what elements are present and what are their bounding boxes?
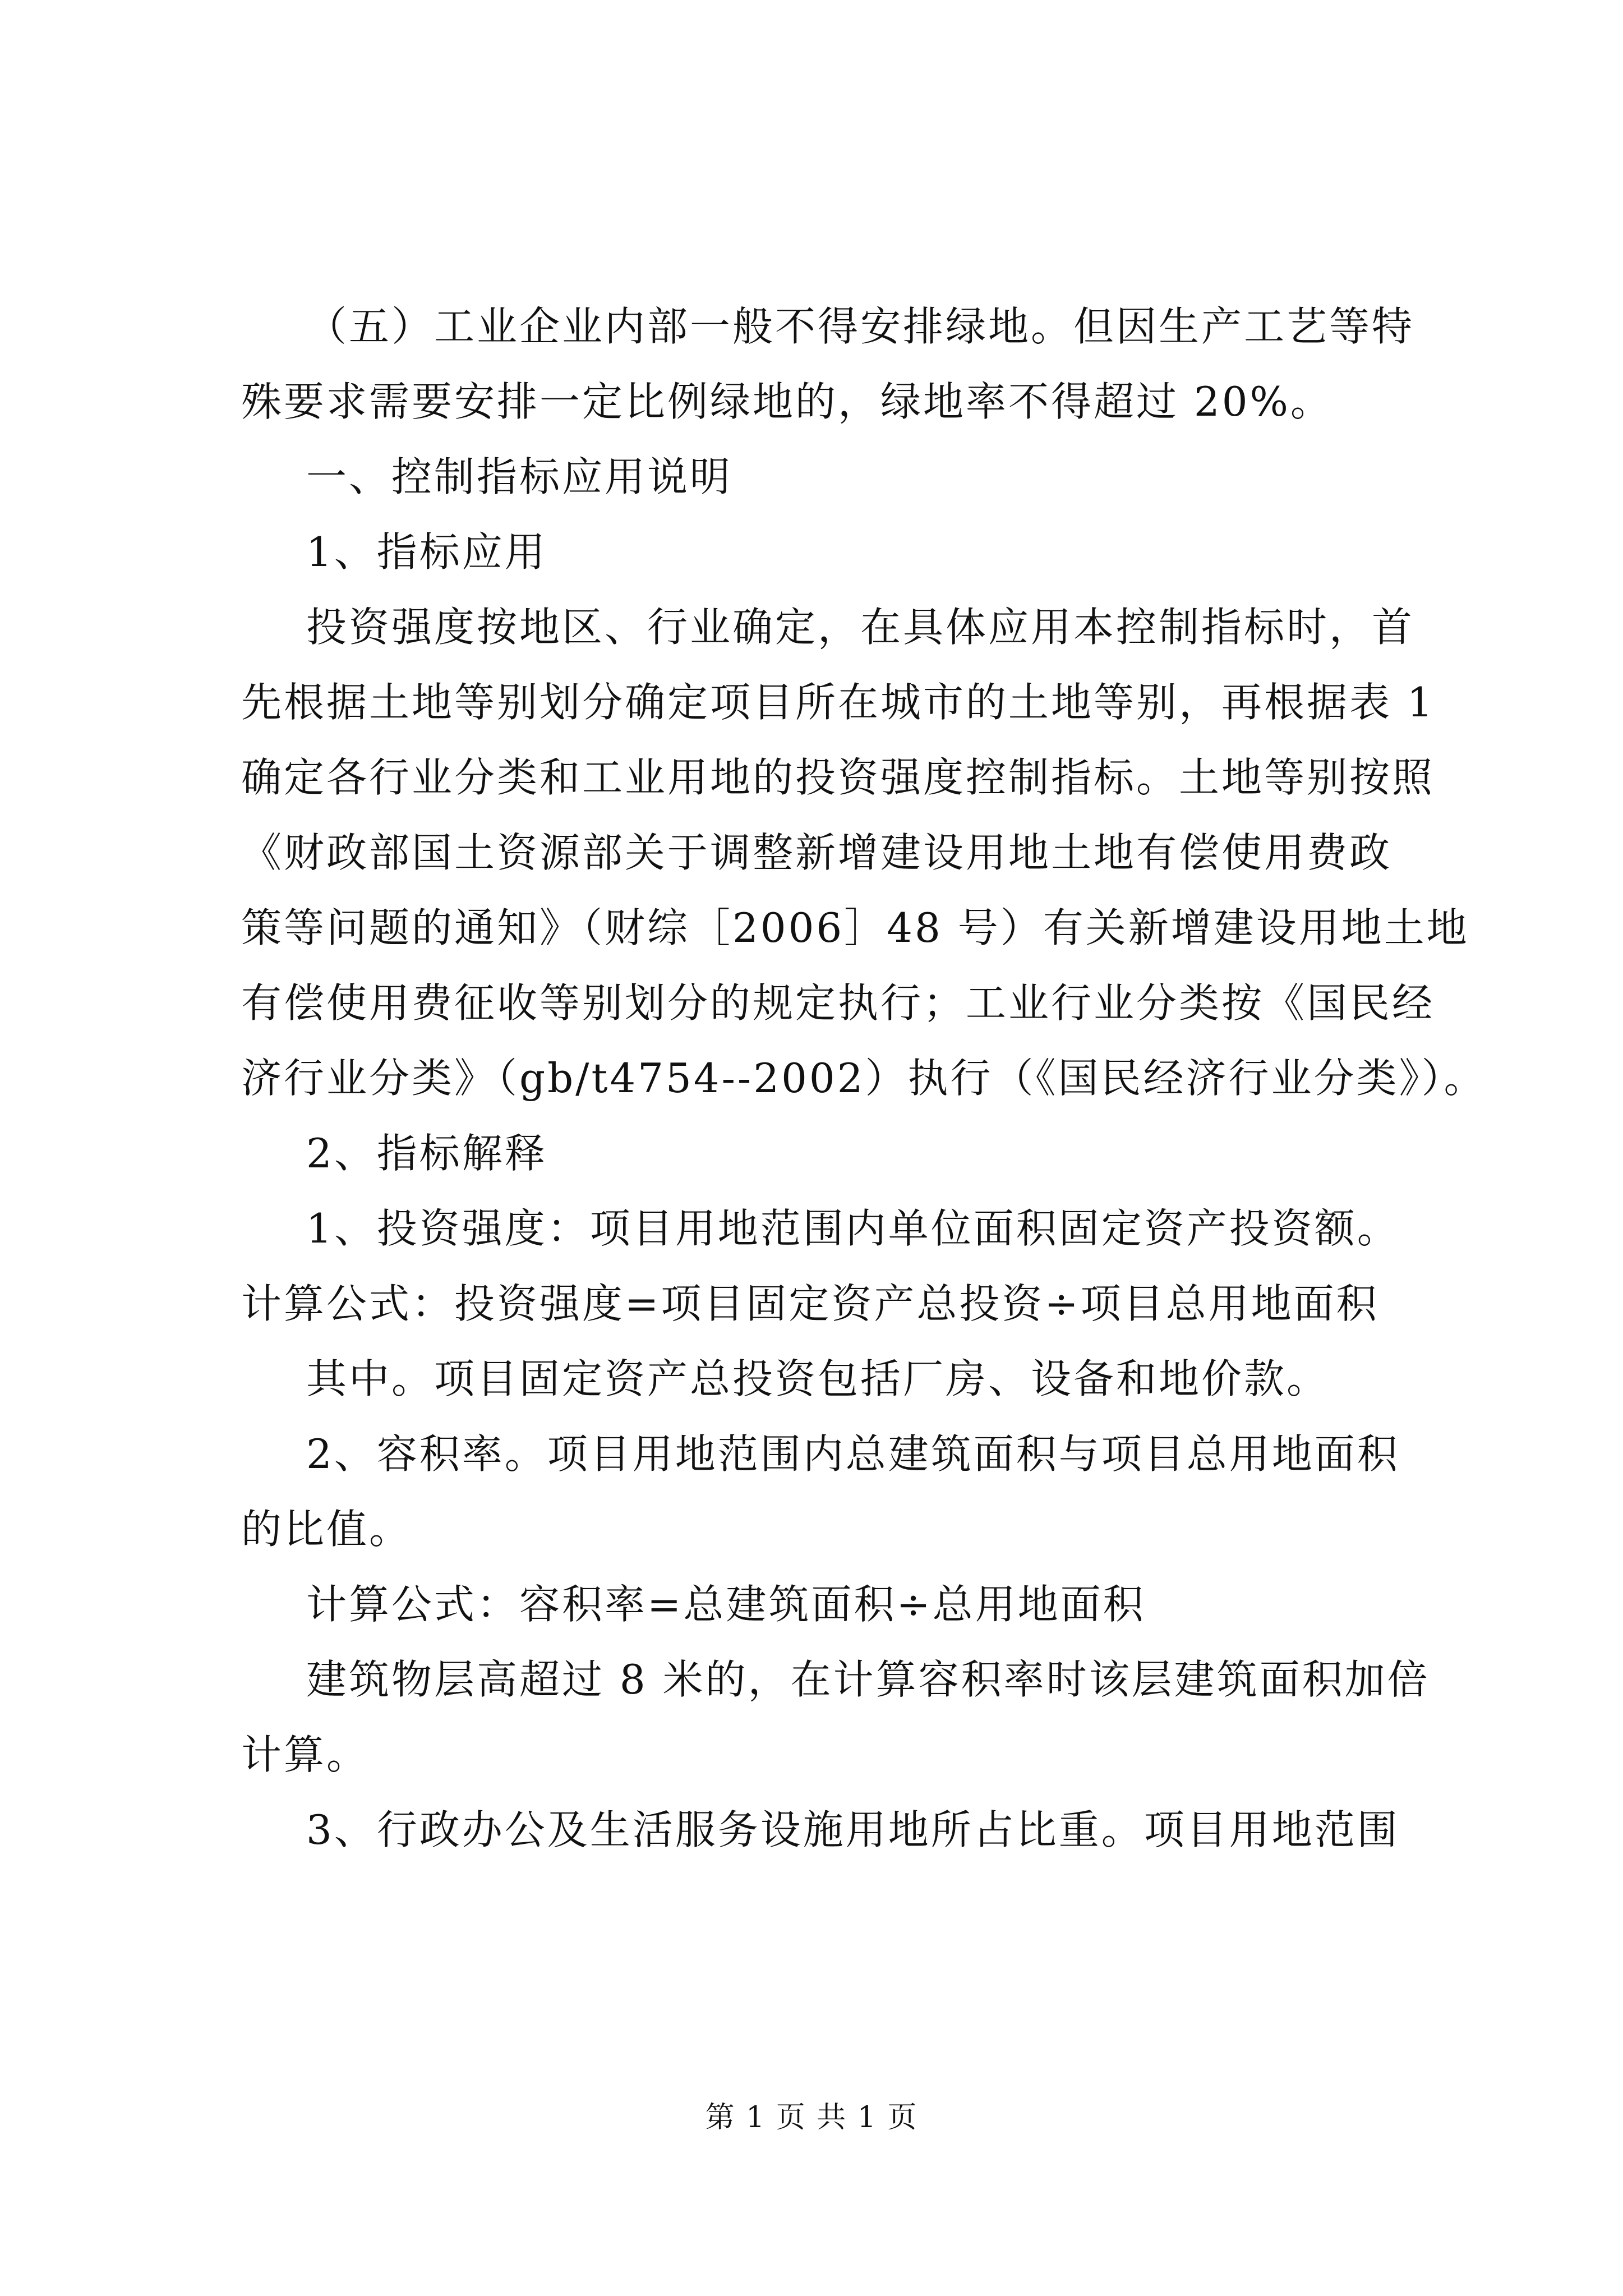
section-heading: 一、控制指标应用说明 [306,453,733,500]
paragraph-line: 先根据土地等别划分确定项目所在城市的土地等别，再根据表 1 [241,679,1435,726]
document-body [241,289,1487,1867]
paragraph-line: 3、行政办公及生活服务设施用地所占比重。项目用地范围 [306,1806,1400,1853]
formula-line: 计算公式：容积率=总建筑面积÷总用地面积 [306,1581,1146,1628]
page-footer: 第 1 页 共 1 页 [705,2101,918,2134]
subsection-heading: 2、指标解释 [306,1130,547,1177]
paragraph-line: 2、容积率。项目用地范围内总建筑面积与项目总用地面积 [306,1430,1400,1478]
paragraph-line: 济行业分类》（gb/t4754--2002）执行（《国民经济行业分类》）。 [241,1055,1487,1102]
paragraph-line: 确定各行业分类和工业用地的投资强度控制指标。土地等别按照 [241,754,1435,801]
paragraph-line: 殊要求需要安排一定比例绿地的，绿地率不得超过 20%。 [241,378,1333,425]
formula-line: 计算公式：投资强度=项目固定资产总投资÷项目总用地面积 [241,1280,1379,1327]
paragraph-line: 《财政部国土资源部关于调整新增建设用地土地有偿使用费政 [241,829,1393,876]
paragraph-line: 投资强度按地区、行业确定，在具体应用本控制指标时，首 [306,604,1415,651]
subsection-heading: 1、指标应用 [306,528,547,576]
paragraph-line: 其中。项目固定资产总投资包括厂房、设备和地价款。 [306,1355,1330,1402]
paragraph-line: 1、投资强度：项目用地范围内单位面积固定资产投资额。 [306,1205,1400,1252]
paragraph-line: 建筑物层高超过 8 米的，在计算容积率时该层建筑面积加倍 [306,1656,1430,1703]
paragraph-line: 有偿使用费征收等别划分的规定执行；工业行业分类按《国民经 [241,979,1435,1027]
paragraph-line: 的比值。 [241,1506,412,1553]
paragraph-line: 计算。 [241,1731,370,1778]
paragraph-line: （五）工业企业内部一般不得安排绿地。但因生产工艺等特 [306,303,1415,350]
paragraph-line: 策等问题的通知》（财综［2006］48 号）有关新增建设用地土地 [241,904,1469,951]
